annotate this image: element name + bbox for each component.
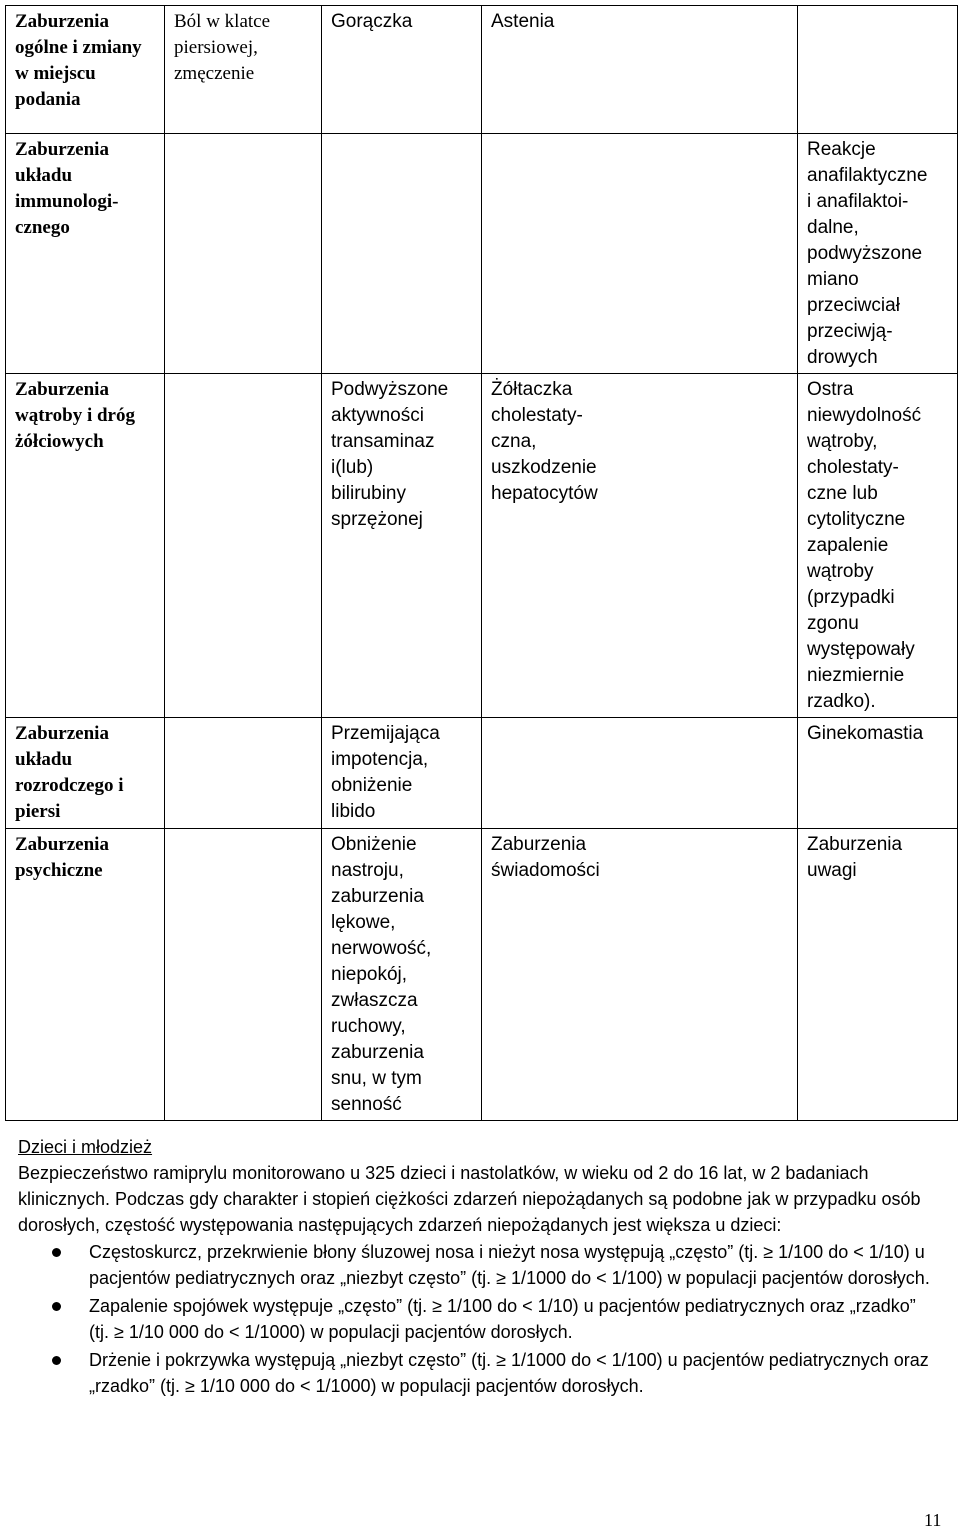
table-row: [6, 6, 958, 134]
table-cell: [798, 6, 958, 134]
table-cell: [482, 718, 798, 829]
table-cell: Reakcje anafilaktyczne i anafilaktoi- dalne, podwyższone miano przeciwciał przeciwją- drowych: [798, 134, 958, 374]
section-heading: Dzieci i młodzież: [18, 1137, 153, 1157]
table-cell: [165, 718, 322, 829]
table-cell: [165, 829, 322, 1121]
bullet-icon: [52, 1356, 61, 1365]
bullet-icon: [52, 1248, 61, 1257]
table-cell: Obniżenie nastroju, zaburzenia lękowe, nerwowość, niepokój, zwłaszcza ruchowy, zaburzenia snu, w tym senność: [322, 829, 482, 1121]
table-row: [6, 134, 958, 374]
category-cell: Zaburzenia wątroby i dróg żółciowych: [6, 374, 165, 718]
adverse-effects-table: [5, 5, 958, 1121]
table-row: [6, 829, 958, 1121]
table-cell: [482, 134, 798, 374]
list-item-text: Drżenie i pokrzywka występują „niezbyt często” (tj. ≥ 1/1000 do < 1/100) u pacjentów pediatrycznych oraz „rzadko” (tj. ≥ 1/10 000 do < 1/1000) w populacji pacjentów dorosłych.: [89, 1350, 929, 1396]
table-cell: Przemijająca impotencja, obniżenie libido: [322, 718, 482, 829]
category-cell: Zaburzenia psychiczne: [6, 829, 165, 1121]
table-cell: Żółtaczka cholestaty- czna, uszkodzenie hepatocytów: [482, 374, 798, 718]
table-cell: Podwyższone aktywności transaminaz i(lub) bilirubiny sprzężonej: [322, 374, 482, 718]
category-cell: Zaburzenia układu rozrodczego i piersi: [6, 718, 165, 829]
table-cell: [322, 134, 482, 374]
table-cell: Ginekomastia: [798, 718, 958, 829]
section-paragraph: Bezpieczeństwo ramiprylu monitorowano u 325 dzieci i nastolatków, w wieku od 2 do 16 lat, w 2 badaniach klinicznych. Podczas gdy charakter i stopień ciężkości zdarzeń niepożądanych są podobne jak w przypadku osób dorosłych, częstość występowania następujących zdarzeń niepożądanych jest większa u dzieci:: [18, 1163, 921, 1235]
table-row: [6, 374, 958, 718]
list-item: [18, 1239, 930, 1291]
category-cell: Zaburzenia ogólne i zmiany w miejscu podania: [6, 6, 165, 134]
list-item-text: Zapalenie spojówek występuje „często” (tj. ≥ 1/100 do < 1/10) u pacjentów pediatrycznych oraz „rzadko” (tj. ≥ 1/10 000 do < 1/1000) w populacji pacjentów dorosłych.: [89, 1296, 916, 1342]
table-cell: Zaburzenia świadomości: [482, 829, 798, 1121]
category-cell: Zaburzenia układu immunologi- cznego: [6, 134, 165, 374]
page-number: 11: [924, 1510, 942, 1530]
bullet-list: [18, 1239, 930, 1399]
table-cell: [165, 374, 322, 718]
table-row: [6, 718, 958, 829]
bullet-icon: [52, 1302, 61, 1311]
table-cell: Gorączka: [322, 6, 482, 134]
table-cell: Astenia: [482, 6, 798, 134]
list-item-text: Częstoskurcz, przekrwienie błony śluzowej nosa i nieżyt nosa występują „często” (tj. ≥ 1/100 do < 1/10) u pacjentów pediatrycznych oraz „niezbyt często” (tj. ≥ 1/1000 do < 1/100) w populacji pacjentów dorosłych.: [89, 1242, 930, 1288]
table-cell: Ból w klatce piersiowej, zmęczenie: [165, 6, 322, 134]
table-cell: Ostra niewydolność wątroby, cholestaty- czne lub cytolityczne zapalenie wątroby (przypadki zgonu występowały niezmiernie rzadko).: [798, 374, 958, 718]
list-item: [18, 1347, 930, 1399]
table-cell: Zaburzenia uwagi: [798, 829, 958, 1121]
table-cell: [165, 134, 322, 374]
pediatric-section: [18, 1134, 930, 1401]
list-item: [18, 1293, 930, 1345]
